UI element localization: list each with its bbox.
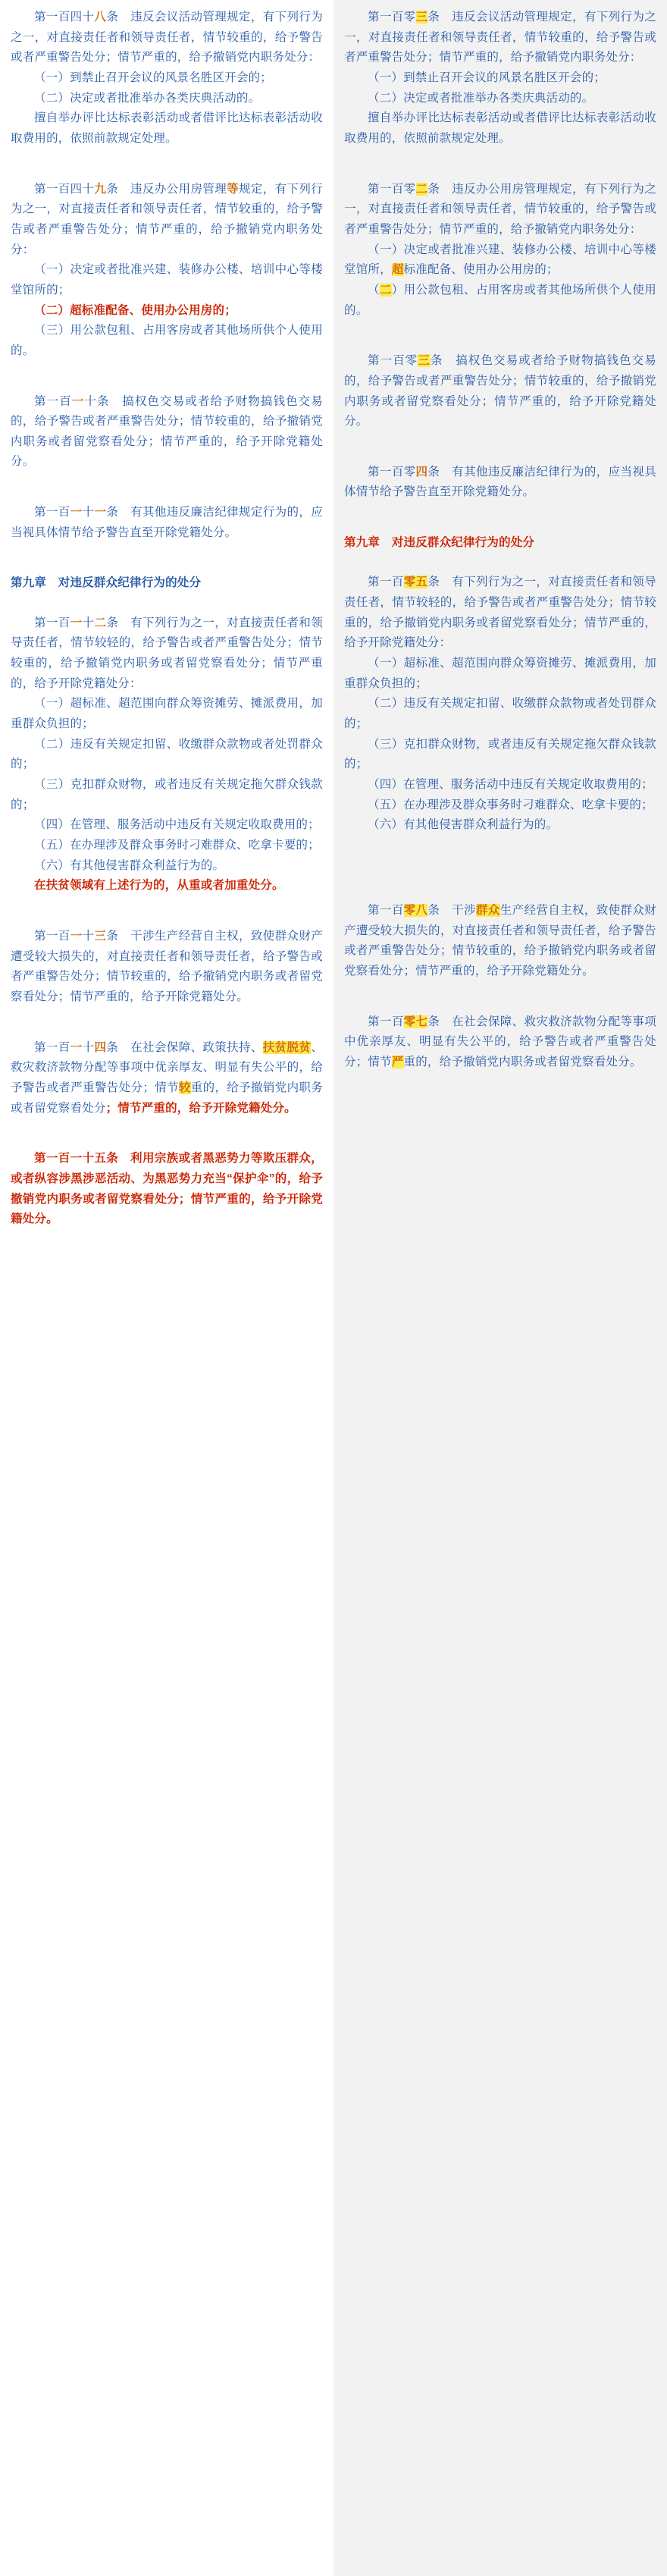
article-new-107: 第一百零七条 在社会保障、救灾救济款物分配等事项中优亲厚友、明显有失公平的，给予警告或者严重警告处分；情节严重的，给予撤销党内职务或者留党察看处分。 [344,1015,656,1068]
article-old-154: 第一百一十四条 在社会保障、政策扶持、扶贫脱贫、救灾救济款物分配等事项中优亲厚友、明显有失公平的，给予警告或者严重警告处分；情节较重的，给予撤销党内职务或者留党察看处分；情节严重的，给予开除党籍处分。 [11,1040,324,1115]
column-new-version [334,0,667,2576]
article-new-106: 第一百零八条 干涉群众生产经营自主权，致使群众财产遭受较大损失的，对直接责任者和领导责任者，给予警告或者严重警告处分；情节较重的，给予撤销党内职务或者留党察看处分；情节严重的，给予开除党籍处分。 [344,904,656,977]
new-blocks [344,8,656,1073]
article-new-102-office: 第一百零二条 违反办公用房管理规定，有下列行为之一，对直接责任者和领导责任者，情节较重的，给予警告或者严重警告处分；情节严重的，给予撤销党内职务处分： （一）决定或者批准兴建、装修办公楼、培训中心等楼堂馆所，超标准配备、使用办公用房的； （二）用公款包租、占用客房或者其他场所供个人使用的。 [344,182,657,317]
article-new-103-power: 第一百零三条 搞权色交易或者给予财物搞钱色交易的，给予警告或者严重警告处分；情节较重的，给予撤销党内职务或者留党察看处分；情节严重的，给予开除党籍处分。 [344,354,656,428]
article-old-150: 第一百一十条 搞权色交易或者给予财物搞钱色交易的，给予警告或者严重警告处分；情节较重的，给予撤销党内职务或者留党察看处分；情节严重的，给予开除党籍处分。 [11,394,323,469]
article-old-151: 第一百一十一条 有其他违反廉洁纪律规定行为的，应当视具体情节给予警告直至开除党籍处分。 [11,506,324,539]
article-old-155: 第一百一十五条 利用宗族或者黑恶势力等欺压群众，或者纵容涉黑涉恶活动、为黑恶势力充当“保护伞”的，给予撤销党内职务或者留党察看处分；情节严重的，给予开除党籍处分。 [11,1152,323,1226]
article-old-153: 第一百一十三条 干涉生产经营自主权，致使群众财产遭受较大损失的，对直接责任者和领导责任者，给予警告或者严重警告处分；情节较重的，给予撤销党内职务或者留党察看处分；情节严重的，给予开除党籍处分。 [11,929,324,1003]
chapter-heading-new: 第九章 对违反群众纪律行为的处分 [344,536,535,550]
article-new-105: 第一百零五条 有下列行为之一，对直接责任者和领导责任者，情节较轻的，给予警告或者严重警告处分；情节较重的，给予撤销党内职务或者留党察看处分；情节严重的，给予开除党籍处分： （一）超标准、超范围向群众筹资摊劳、摊派费用，加重群众负担的； （二）违反有关规定扣留、收缴群众款物或者处罚群众的； （三）克扣群众财物，或者违反有关规定拖欠群众钱款的； （四）在管理、服务活动中违反有关规定收取费用的； （五）在办理涉及群众事务时刁难群众、吃拿卡要的； （六）有其他侵害群众利益行为的。 [344,576,656,832]
article-old-148: 第一百四十八条 违反会议活动管理规定，有下列行为之一，对直接责任者和领导责任者，情节较重的，给予警告或者严重警告处分；情节严重的，给予撤销党内职务处分： （一）到禁止召开会议的风景名胜区开会的； （二）决定或者批准举办各类庆典活动的。 擅自举办评比达标表彰活动或者借评比达标表彰活动收取费用的，依照前款规定处理。 [11,11,323,145]
article-old-149: 第一百四十九条 违反办公用房管理等规定，有下列行为之一，对直接责任者和领导责任者，情节较重的，给予警告或者严重警告处分；情节严重的，给予撤销党内职务处分： （一）决定或者批准兴建、装修办公楼、培训中心等楼堂馆所的； （二）超标准配备、使用办公用房的； （三）用公款包租、占用客房或者其他场所供个人使用的。 [11,182,323,357]
old-blocks [11,8,323,1230]
article-new-104: 第一百零四条 有其他违反廉洁纪律行为的，应当视具体情节给予警告直至开除党籍处分。 [344,465,656,499]
article-old-152: 第一百一十二条 有下列行为之一，对直接责任者和领导责任者，情节较轻的，给予警告或者严重警告处分；情节较重的，给予撤销党内职务或者留党察看处分；情节严重的，给予开除党籍处分： （一）超标准、超范围向群众筹资摊劳、摊派费用，加重群众负担的； （二）违反有关规定扣留、收缴群众款物或者处罚群众的； （三）克扣群众财物，或者违反有关规定拖欠群众钱款的； （四）在管理、服务活动中违反有关规定收取费用的； （五）在办理涉及群众事务时刁难群众、吃拿卡要的； （六）有其他侵害群众利益行为的。 在扶贫领域有上述行为的，从重或者加重处分。 [11,616,324,893]
article-new-103-meeting: 第一百零三条 违反会议活动管理规定，有下列行为之一，对直接责任者和领导责任者，情节较重的，给予警告或者严重警告处分；情节严重的，给予撤销党内职务处分： （一）到禁止召开会议的风景名胜区开会的； （二）决定或者批准举办各类庆典活动的。 擅自举办评比达标表彰活动或者借评比达标表彰活动收取费用的，依照前款规定处理。 [344,11,656,145]
chapter-heading-old: 第九章 对违反群众纪律行为的处分 [11,576,202,590]
